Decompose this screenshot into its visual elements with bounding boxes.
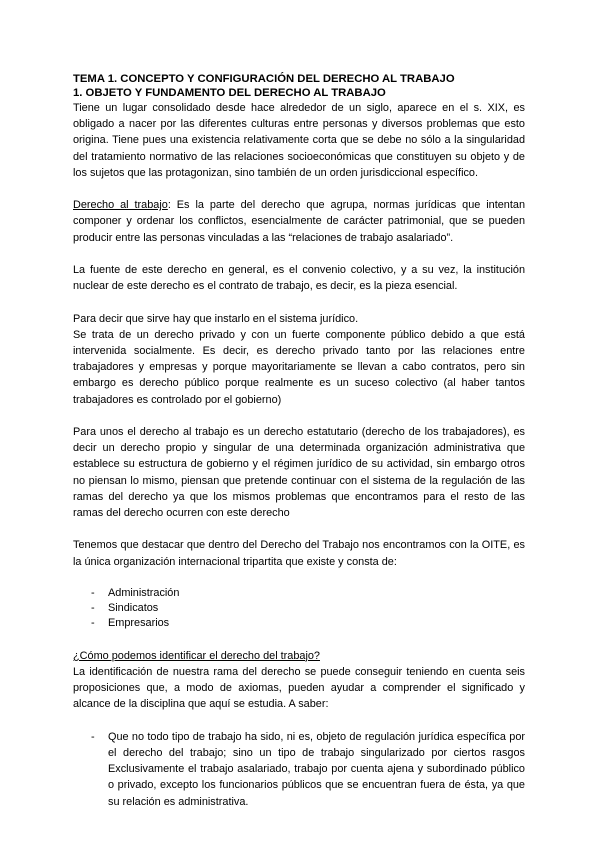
list-item: - Administración: [91, 587, 180, 599]
system-paragraph-line: Para decir que sirve hay que instarlo en el sistema jurídico.: [73, 312, 359, 325]
document-body: [73, 72, 525, 810]
definition-paragraph: [73, 197, 525, 246]
chapter-title: TEMA 1. CONCEPTO Y CONFIGURACIÓN DEL DERECHO AL TRABAJO: [73, 73, 455, 85]
definition-text: : Es la parte del derecho que agrupa, normas jurídicas que intentan componer y ordenar los conflictos, esencialmente de carácter patrimonial, que se pueden producir entre las personas vinculadas a las “relaciones de trabajo asalariado”.: [73, 199, 525, 244]
oite-paragraph: Tenemos que destacar que dentro del Derecho del Trabajo nos encontramos con la OITE, es la única organización internacional tripartita que existe y consta de:: [73, 539, 525, 568]
statutory-paragraph: Para unos el derecho al trabajo es un derecho estatutario (derecho de los trabajadores), es decir un derecho propio y singular de una determinada organización administrativa que establece su estructura de gobierno y el régimen jurídico de su actividad, sin embargo otros no piensan lo mismo, piensan que pretende continuar con el sistema de la regulación de las ramas del derecho ya que los mismos problemas que encontramos para el resto de las ramas del derecho ocurren con este derecho: [73, 426, 525, 520]
section-heading: 1. OBJETO Y FUNDAMENTO DEL DERECHO AL TRABAJO: [73, 87, 386, 99]
proposition-detail: Exclusivamente el trabajo asalariado, trabajo por cuenta ajena y subordinado público o privado, excepto los funcionarios públicos que se encuentran fuera de ésta, ya que su relación es administrativa.: [108, 763, 525, 808]
proposition-text: Que no todo tipo de trabajo ha sido, ni es, objeto de regulación jurídica específica por el derecho del trabajo; sino un tipo de trabajo singularizado por ciertos rasgos: [108, 730, 525, 759]
source-paragraph: La fuente de este derecho en general, es el convenio colectivo, y a su vez, la institución nuclear de este derecho es el contrato de trabajo, es decir, es la pieza esencial.: [73, 264, 525, 293]
list-item: - Empresarios: [91, 617, 170, 630]
question-heading: ¿Cómo podemos identificar el derecho del trabajo?: [73, 649, 320, 662]
intro-paragraph: Tiene un lugar consolidado desde hace alrededor de un siglo, aparece en el s. XIX, es obligado a nacer por las diferentes culturas entre personas y diversos problemas que esto origina. Tiene pues una existencia relativamente corta que se debe no sólo a la singularidad del tratamiento normativo de las relaciones socioeconómicas que constituyen su objeto y de los sujetos que las protagonizan, sino también de un orden jurisdiccional específico.: [73, 102, 525, 179]
identification-paragraph: La identificación de nuestra rama del derecho se puede conseguir teniendo en cuenta seis proposiciones que, a modo de axiomas, pueden ayudar a comprender el significado y alcance de la disciplina que aquí se estudia. A saber:: [73, 666, 525, 711]
list-item: - Sindicatos: [91, 602, 159, 615]
list-item: - Que no todo tipo de trabajo ha sido, ni es, objeto de regulación jurídica específica por el derecho del trabajo; sino un tipo de trabajo singularizado por ciertos rasgos Exclusivamente el trabajo asalariado, trabajo por cuenta ajena y subordinado público o privado, excepto los funcionarios públicos que se encuentran fuera de ésta, ya que su relación es administrativa.: [91, 730, 525, 808]
oite-members-list: [73, 586, 525, 632]
private-public-paragraph: Se trata de un derecho privado y con un fuerte componente público debido a que está intervenida socialmente. Es decir, es derecho privado tanto por las relaciones entre trabajadores y empresas y porque mayoritariamente se llevan a cabo contratos, pero sin embargo es derecho público porque realmente es un suceso colectivo (al haber tantos trabajadores es controlado por el gobierno): [73, 328, 525, 406]
definition-term: Derecho al trabajo: [73, 199, 168, 212]
propositions-list: [73, 729, 525, 810]
